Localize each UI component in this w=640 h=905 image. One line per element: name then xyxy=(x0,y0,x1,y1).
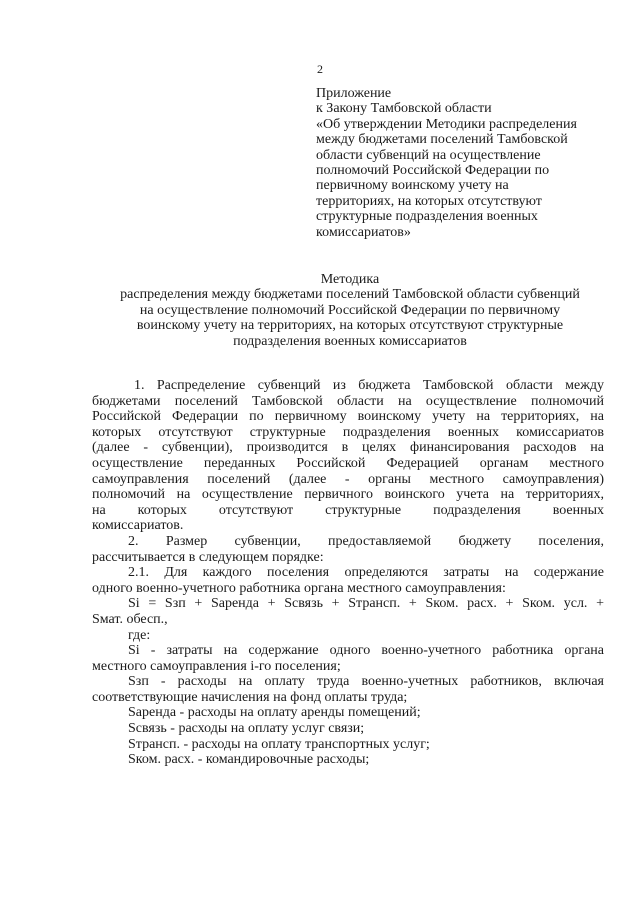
appendix-line: полномочий Российской Федерации по xyxy=(316,163,550,179)
appendix-line: территориях, на которых отсутствуют xyxy=(316,193,542,209)
title-line: воинскому учету на территориях, на которых отсутствуют структурные xyxy=(136,318,564,334)
body-line: рассчитывается в следующем порядке: xyxy=(92,549,324,565)
body-line: одного военно-учетного работника органа местного самоуправления: xyxy=(92,580,506,596)
definition-line: местного самоуправления i-го поселения; xyxy=(92,658,341,674)
appendix-line: комиссариатов» xyxy=(316,224,411,240)
body-line: Российской Федерации по первичному воинскому учету на территориях, на xyxy=(92,409,604,425)
definition-line: Sзп - расходы на оплату труда военно-учетных работников, включая xyxy=(128,674,604,690)
body-line: где: xyxy=(128,627,151,643)
formula-line: Sмат. обесп., xyxy=(92,611,168,627)
definition-line: Sтрансп. - расходы на оплату транспортных услуг; xyxy=(128,736,430,752)
appendix-line: первичному воинскому учету на xyxy=(316,178,509,194)
body-line: на которых отсутствуют структурные подразделения военных xyxy=(92,502,604,518)
body-line: самоуправления поселений (далее - органы местного самоуправления) xyxy=(92,471,604,487)
body-line: которых отсутствуют структурные подразделения военных комиссариатов xyxy=(92,424,604,440)
definition-line: Sком. расх. - командировочные расходы; xyxy=(128,752,370,768)
appendix-line: области субвенций на осуществление xyxy=(316,147,541,163)
appendix-header xyxy=(316,86,616,240)
title-line: подразделения военных комиссариатов xyxy=(233,333,467,349)
body-line: полномочий на осуществление первичного воинского учета на территориях, xyxy=(92,487,604,503)
appendix-line: между бюджетами поселений Тамбовской xyxy=(316,132,568,148)
appendix-line: «Об утверждении Методики распределения xyxy=(316,116,577,132)
page-number: 2 xyxy=(317,62,323,76)
title-line: распределения между бюджетами поселений Тамбовской области субвенций xyxy=(120,287,580,303)
definition-line: Si - затраты на содержание одного военно-учетного работника органа xyxy=(128,643,604,659)
definition-line: Sсвязь - расходы на оплату услуг связи; xyxy=(128,721,365,737)
appendix-line: к Закону Тамбовской области xyxy=(316,101,492,117)
document-body xyxy=(92,378,604,768)
formula-line: Si = Sзп + Sаренда + Sсвязь + Sтрансп. + Sком. расх. + Sком. усл. + xyxy=(128,596,604,612)
definition-line: соответствующие начисления на фонд оплаты труда; xyxy=(92,689,408,705)
title-line: на осуществление полномочий Российской Федерации по первичному xyxy=(139,302,561,318)
body-line: (далее - субвенции), производится в целях финансирования расходов на xyxy=(92,440,604,456)
body-line: 2.1. Для каждого поселения определяются затраты на содержание xyxy=(128,565,604,581)
appendix-line: Приложение xyxy=(316,86,392,101)
appendix-line: структурные подразделения военных xyxy=(316,209,538,225)
body-line: 1. Распределение субвенций из бюджета Тамбовской области между xyxy=(134,378,604,393)
document-title xyxy=(60,272,640,349)
definition-line: Sаренда - расходы на оплату аренды помещений; xyxy=(128,705,421,721)
body-line: 2. Размер субвенции, предоставляемой бюджету поселения, xyxy=(128,533,604,549)
title-line: Методика xyxy=(320,272,380,287)
body-line: бюджетами поселений Тамбовской области на осуществление полномочий xyxy=(92,393,604,409)
body-line: осуществление переданных Российской Федерацией органам местного xyxy=(92,455,604,471)
body-line: комиссариатов. xyxy=(92,518,184,534)
